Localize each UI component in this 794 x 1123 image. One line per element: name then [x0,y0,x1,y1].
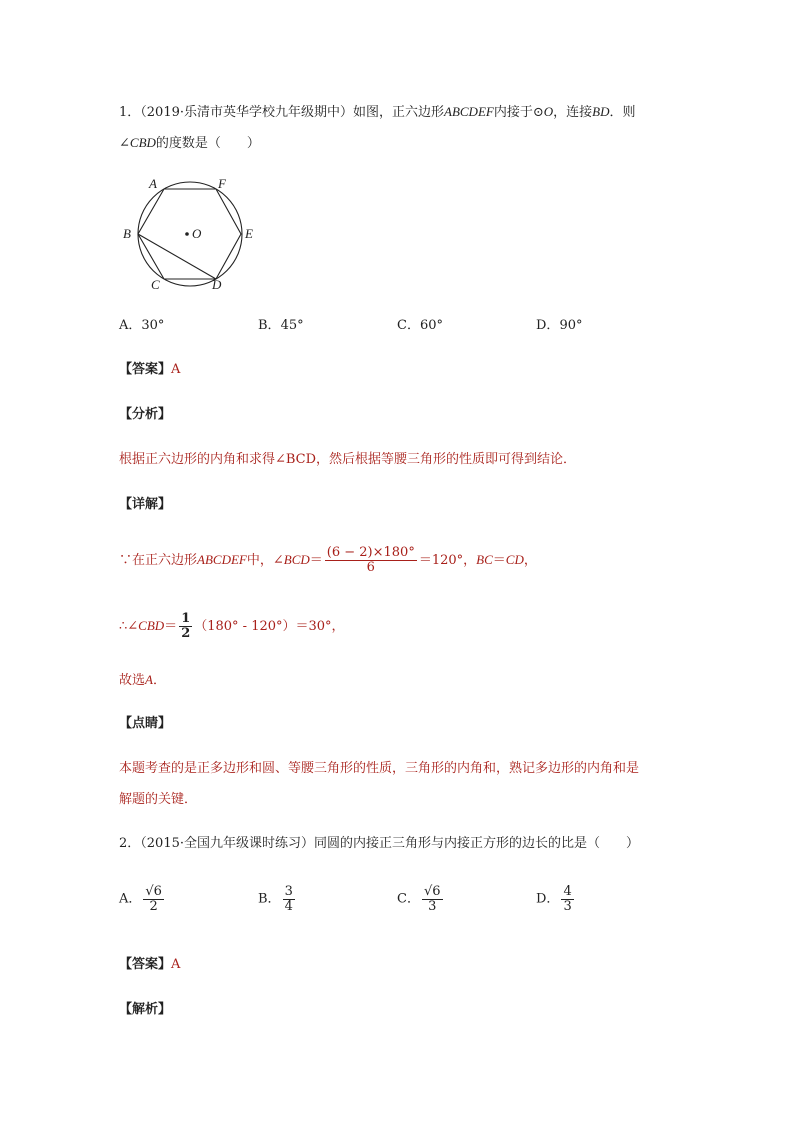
label-e: E [245,226,253,241]
label-b: B [123,226,131,241]
q1-detail-label: 【详解】 [119,497,172,512]
q1-option-c[interactable]: C．60° [397,318,443,333]
q2-option-b[interactable]: B． $\frac{3}{4}$ [258,884,293,914]
q2-analysis-label: 【解析】 [119,1002,172,1017]
label-o: O [192,226,202,241]
circumscribed-circle [138,182,242,286]
label-c: C [151,277,160,292]
q1-stem-line1: 1．（2019·乐清市英华学校九年级期中）如图，正六边形ABCDEF内接于⊙O，连接BD．则 [119,104,636,120]
q1-analysis-label: 【分析】 [119,407,172,422]
label-d: D [212,277,222,292]
q1-option-b[interactable]: B．45° [258,318,304,333]
q2-option-c[interactable]: C． $\frac{√6}{3}$ [397,884,441,914]
q2-answer: 【答案】A [119,957,181,972]
hexagon-polygon [138,189,241,279]
q1-step1: ∵在正六边形ABCDEF中，∠BCD＝ $\frac{(6 - 2)\times 180^\circ}{6}$ ＝120°，BC＝CD， [119,545,537,575]
q2-stem: 2．（2015·全国九年级课时练习）同圆的内接正三角形与内接正方形的边长的比是（ ） [119,836,639,851]
label-f: F [218,176,226,191]
q2-option-a[interactable]: A． $\frac{√6}{2}$ [119,884,162,914]
q1-stem-line2: ∠CBD的度数是（ ） [119,135,260,151]
q1-option-a[interactable]: A．30° [119,318,165,333]
q2-option-d[interactable]: D． $\frac{4}{3}$ [536,884,572,914]
q1-option-d[interactable]: D．90° [536,318,583,333]
q1-comment-line2: 解题的关键． [119,792,198,807]
q1-step3: 故选A． [119,672,166,688]
q1-comment-label: 【点睛】 [119,716,172,731]
q1-comment-line1: 本题考查的是正多边形和圆、等腰三角形的性质，三角形的内角和，熟记多边形的内角和是 [119,761,640,776]
center-point [185,232,189,236]
hexagon-circle-figure [115,172,265,297]
segment-bd [138,234,216,279]
q1-analysis-text: 根据正六边形的内角和求得∠BCD，然后根据等腰三角形的性质即可得到结论． [119,452,577,467]
label-a: A [149,176,157,191]
q1-step2: ∴∠CBD＝ $\frac{1}{2}$ （180° - 120°）＝30°， [119,611,345,641]
q1-step1-fraction: $\frac{(6 - 2)\times 180^\circ}{6}$ [326,545,415,575]
q1-step2-fraction: $\frac{1}{2}$ [181,611,191,641]
q1-answer: 【答案】A [119,362,181,377]
